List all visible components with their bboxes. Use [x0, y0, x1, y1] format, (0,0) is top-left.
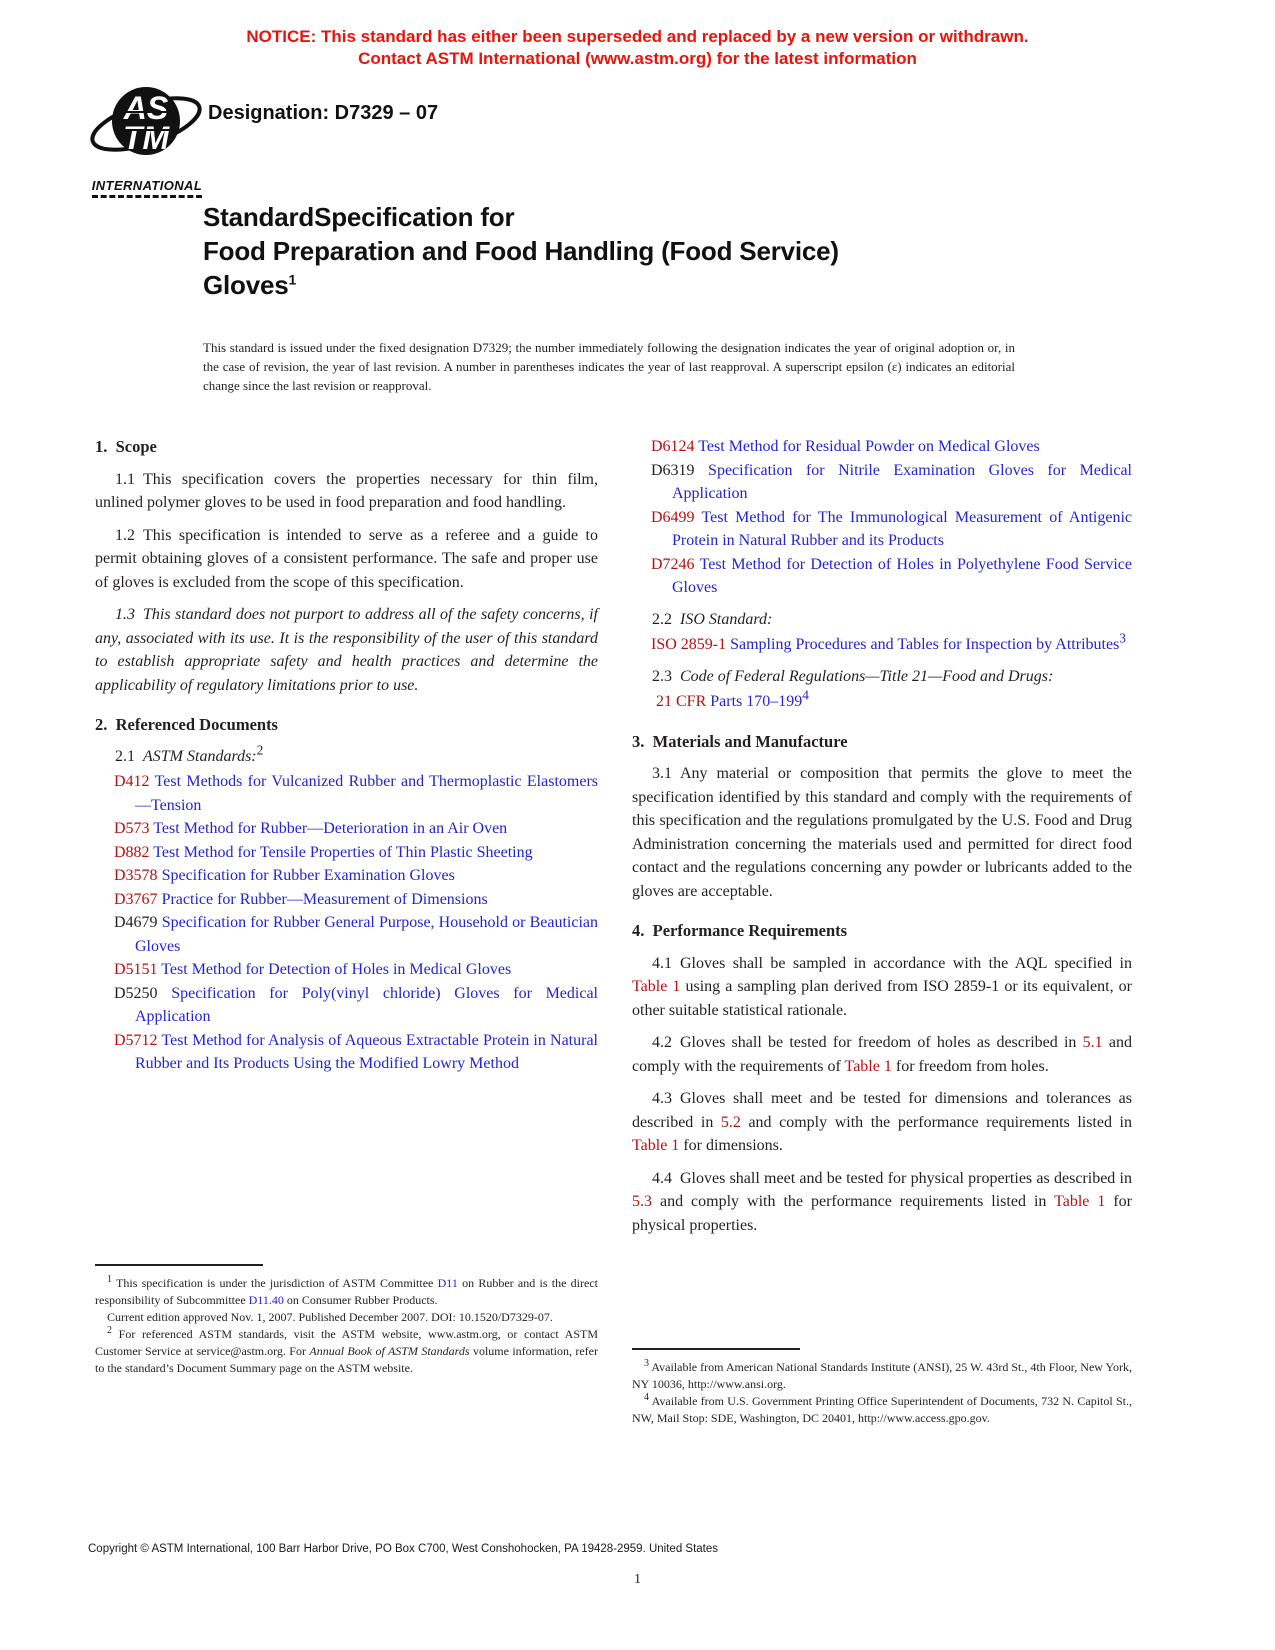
reference-D7246	[632, 553, 1132, 600]
section-heading-referenced-documents: 2. Referenced Documents	[95, 715, 278, 734]
reference-D6499	[632, 506, 1132, 553]
reference-D412	[95, 770, 598, 817]
reference-ISO-2859-1	[632, 630, 1132, 657]
standard-title-link[interactable]: Specification for Poly(vinyl chloride) Gloves for Medical Application	[135, 984, 598, 1025]
reference-D6319	[632, 459, 1132, 506]
svg-text:TM: TM	[122, 120, 170, 156]
reference-D882	[95, 841, 598, 865]
footnote-2-marker: 2	[256, 742, 264, 758]
standard-code: D4679	[114, 914, 158, 931]
standard-title-link[interactable]: Test Method for Analysis of Aqueous Extractable Protein in Natural Rubber and Its Products Using the Modified Lowry Method	[135, 1031, 598, 1072]
standard-code-link[interactable]: D7246	[651, 555, 695, 573]
table-1-link[interactable]: Table 1	[632, 978, 681, 995]
footnote-1: $^1$ This specification is under the jurisdiction of ASTM Committee D11 on Rubber and is the direct responsibility of Subcommittee D11.40 on Consumer Rubber Products.	[95, 1274, 598, 1307]
standard-code-link[interactable]: ISO 2859-1	[651, 636, 727, 653]
standard-title-link[interactable]: Test Method for Detection of Holes in Polyethylene Food Service Gloves	[672, 555, 1132, 596]
title-line-3: Gloves$^1$	[203, 270, 297, 300]
paragraph-4-4: 4.4 Gloves shall meet and be tested for physical properties as described in 5.3 and comply with the performance requirements listed in Table 1 for physical properties.	[632, 1169, 1133, 1234]
reference-21-CFR	[632, 687, 1132, 714]
standard-code-link[interactable]: D3767	[114, 890, 158, 908]
cfr-parts-link[interactable]: Parts 170–199	[706, 693, 803, 710]
committee-D11-link[interactable]: D11	[437, 1276, 458, 1290]
standard-code-link[interactable]: D3578	[114, 867, 158, 884]
standard-title-link[interactable]: Specification for Rubber General Purpose, Household or Beautician Gloves	[135, 914, 598, 955]
standard-title-link[interactable]: Test Method for Tensile Properties of Thin Plastic Sheeting	[149, 843, 533, 861]
copyright-line: Copyright © ASTM International, 100 Barr Harbor Drive, PO Box C700, West Conshohocken, PA 19428-2959. United States	[88, 1543, 719, 1555]
standard-title-link[interactable]: Test Methods for Vulcanized Rubber and Thermoplastic Elastomers—Tension	[135, 773, 598, 814]
subsection-2-2: 2.2 ISO Standard:	[652, 610, 773, 628]
left-footnotes	[95, 1264, 598, 1377]
standard-title-link[interactable]: Test Method for The Immunological Measurement of Antigenic Protein in Natural Rubber and its Products	[672, 508, 1132, 549]
issue-statement: This standard is issued under the fixed designation D7329; the number immediately following the designation indicates the year of original adoption or, in the case of revision, the year of last revision. A number in parentheses indicates the year of last reapproval. A superscript epsilon (ε) indicates an editorial change since the last revision or reapproval.	[203, 340, 1015, 393]
astm-globe-icon	[88, 76, 206, 172]
clause-5-1-link[interactable]: 5.1	[1082, 1034, 1103, 1051]
title-line-1: StandardSpecification for	[203, 202, 515, 232]
standard-title-link[interactable]: Specification for Nitrile Examination Gloves for Medical Application	[672, 461, 1132, 502]
table-1-link[interactable]: Table 1	[844, 1057, 892, 1075]
standard-code: D5250	[114, 984, 158, 1002]
withdrawal-notice	[0, 26, 1275, 70]
paragraph-1-1: 1.1 This specification covers the properties necessary for thin film, unlined polymer gloves to be used in food preparation and food handling.	[95, 470, 598, 511]
standard-title-link[interactable]: Test Method for Rubber—Deterioration in an Air Oven	[149, 820, 508, 837]
reference-D3578	[95, 864, 598, 888]
footnote-4: $^4$ Available from U.S. Government Printing Office Superintendent of Documents, 732 N. Capitol St., NW, Mail Stop: SDE, Washington, DC 20401, http://www.access.gpo.gov.	[632, 1392, 1132, 1425]
reference-D3767	[95, 888, 598, 912]
footnote-edition: Current edition approved Nov. 1, 2007. Published December 2007. DOI: 10.1520/D7329-07.	[107, 1310, 553, 1324]
reference-D573	[95, 817, 598, 841]
standard-code-link[interactable]: D573	[114, 820, 150, 837]
reference-D5712	[95, 1029, 598, 1076]
svg-text:AS: AS	[123, 90, 169, 126]
standard-code: D6319	[651, 461, 695, 479]
paragraph-1-3: 1.3 This standard does not purport to address all of the safety concerns, if any, associated with its use. It is the responsibility of the user of this standard to establish appropriate safety and health practices and determine the applicability of regulatory limitations prior to use.	[95, 606, 598, 694]
paragraph-1-2: 1.2 This specification is intended to serve as a referee and a guide to permit obtaining gloves of a consistent performance. The safe and proper use of gloves is excluded from the scope of this specification.	[95, 526, 598, 591]
right-footnotes	[632, 1348, 1132, 1427]
section-heading-materials: 3. Materials and Manufacture	[632, 731, 848, 751]
page-number: 1	[634, 1572, 641, 1587]
footnote-3-marker: 3	[1119, 630, 1126, 646]
footnote-4-marker: 4	[802, 687, 809, 703]
subsection-2-1: 2.1 ASTM Standards:$^2$	[115, 742, 264, 765]
subcommittee-D11-40-link[interactable]: D11.40	[248, 1293, 284, 1307]
standard-code-link[interactable]: D412	[114, 773, 150, 790]
standard-title-link[interactable]: Test Method for Residual Powder on Medical Gloves	[694, 438, 1040, 455]
standard-code-link[interactable]: D6499	[651, 508, 695, 526]
subsection-2-3: 2.3 Code of Federal Regulations—Title 21—Food and Drugs:	[652, 667, 1054, 685]
standard-title-link[interactable]: Practice for Rubber—Measurement of Dimensions	[157, 890, 488, 908]
paragraph-3-1: 3.1 Any material or composition that permits the glove to meet the specification identified by this standard and comply with the requirements of this specification and the regulations promulgated by the U.S. Food and Drug Administration concerning the materials used and permitted for direct food contact and the regulations concerning any powder or lubricants added to the gloves are acceptable.	[632, 765, 1132, 900]
designation: Designation: D7329 – 07	[208, 102, 439, 124]
footnote-2: $^2$ For referenced ASTM standards, visit the ASTM website, www.astm.org, or contact ASTM Customer Service at service@astm.org. For Annual Book of ASTM Standards volume information, refer to the standard’s Document Summary page on the ASTM website.	[95, 1325, 598, 1375]
paragraph-4-3: 4.3 Gloves shall meet and be tested for dimensions and tolerances as described in 5.2 and comply with the performance requirements listed in Table 1 for dimensions.	[632, 1090, 1132, 1154]
clause-5-3-link[interactable]: 5.3	[632, 1193, 652, 1210]
reference-D6124	[632, 435, 1132, 459]
logo-international-label: INTERNATIONAL	[92, 178, 202, 198]
table-1-link[interactable]: Table 1	[1054, 1193, 1106, 1210]
title-footnote-marker: 1	[288, 271, 297, 288]
standard-title-link[interactable]: Test Method for Detection of Holes in Medical Gloves	[157, 961, 512, 978]
left-column	[95, 435, 598, 1076]
right-column	[632, 435, 1132, 1246]
clause-5-2-link[interactable]: 5.2	[720, 1113, 741, 1131]
astm-logo	[86, 76, 208, 198]
paragraph-4-2: 4.2 Gloves shall be tested for freedom of holes as described in 5.1 and comply with the requirements of Table 1 for freedom from holes.	[632, 1034, 1133, 1075]
standard-code-link[interactable]: D6124	[651, 438, 695, 455]
section-heading-scope: 1. Scope	[95, 437, 157, 456]
reference-D4679	[95, 911, 598, 958]
document-title	[203, 200, 1033, 302]
footnote-divider	[95, 1264, 263, 1266]
title-line-2: Food Preparation and Food Handling (Food Service)	[203, 236, 839, 266]
standard-code-link[interactable]: D882	[114, 843, 150, 861]
standard-code-link[interactable]: D5151	[114, 961, 158, 978]
notice-line-2: Contact ASTM International (www.astm.org) for the latest information	[358, 49, 917, 68]
standard-code-link[interactable]: D5712	[114, 1031, 158, 1049]
section-heading-performance: 4. Performance Requirements	[632, 921, 848, 940]
reference-D5250	[95, 982, 598, 1029]
footnote-divider	[632, 1348, 800, 1350]
table-1-link[interactable]: Table 1	[632, 1137, 680, 1154]
paragraph-4-1: 4.1 Gloves shall be sampled in accordance with the AQL specified in Table 1 using a sampling plan derived from ISO 2859-1 or its equivalent, or other suitable statistical rationale.	[632, 954, 1132, 1019]
reference-D5151	[95, 958, 598, 982]
standard-title-link[interactable]: Sampling Procedures and Tables for Inspection by Attributes	[726, 636, 1120, 653]
footnote-3: $^3$ Available from American National Standards Institute (ANSI), 25 W. 43rd St., 4th Floor, New York, NY 10036, http://www.ansi.org.	[632, 1358, 1132, 1391]
cfr-code-link[interactable]: 21 CFR	[656, 693, 707, 710]
notice-line-1: NOTICE: This standard has either been superseded and replaced by a new version or withdrawn.	[246, 27, 1029, 46]
standard-title-link[interactable]: Specification for Rubber Examination Gloves	[157, 867, 455, 884]
